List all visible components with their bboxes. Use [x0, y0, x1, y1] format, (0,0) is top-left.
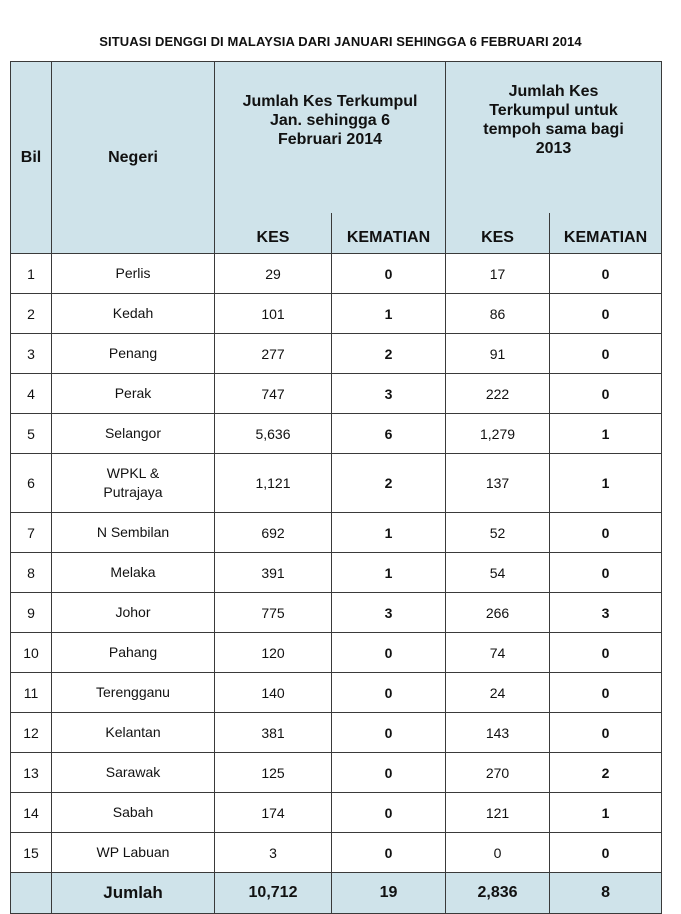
- kes-2014-cell: 775: [215, 593, 332, 633]
- kematian-2013-cell: 0: [550, 673, 662, 713]
- kematian-2014-cell: 6: [332, 414, 446, 454]
- kematian-2013-cell: 2: [550, 753, 662, 793]
- header-row-group: [11, 62, 662, 214]
- kematian-2013-cell: 0: [550, 513, 662, 553]
- bil-cell: 3: [11, 334, 52, 374]
- kematian-2014-cell: 0: [332, 673, 446, 713]
- negeri-cell: Penang: [52, 334, 215, 374]
- header-group-2013-line1: Jumlah Kes: [508, 83, 599, 100]
- bil-cell: 14: [11, 793, 52, 833]
- kematian-2014-cell: 3: [332, 374, 446, 414]
- kes-2014-cell: 174: [215, 793, 332, 833]
- negeri-line2: Putrajaya: [103, 484, 163, 500]
- bil-cell: 15: [11, 833, 52, 873]
- table-row: [11, 833, 662, 873]
- total-kes-2014: 10,712: [215, 873, 332, 914]
- table-row: [11, 673, 662, 713]
- negeri-cell: Perlis: [52, 254, 215, 294]
- negeri-cell: [52, 454, 215, 513]
- kes-2014-cell: 3: [215, 833, 332, 873]
- kematian-2014-cell: 0: [332, 633, 446, 673]
- kematian-2013-cell: 0: [550, 833, 662, 873]
- kes-2013-cell: 266: [446, 593, 550, 633]
- dengue-table: [10, 61, 662, 914]
- kematian-2014-cell: 0: [332, 254, 446, 294]
- kematian-2014-cell: 1: [332, 513, 446, 553]
- kes-2014-cell: 277: [215, 334, 332, 374]
- table-row: [11, 454, 662, 513]
- kematian-2013-cell: 1: [550, 414, 662, 454]
- kematian-2013-cell: 0: [550, 294, 662, 334]
- header-group-2014-line2: Jan. sehingga 6: [269, 112, 391, 129]
- kes-2014-cell: 692: [215, 513, 332, 553]
- header-group-2014-line1: Jumlah Kes Terkumpul: [242, 93, 418, 110]
- kematian-2013-cell: 0: [550, 374, 662, 414]
- table-row: [11, 513, 662, 553]
- kematian-2014-cell: 3: [332, 593, 446, 633]
- kes-2013-cell: 24: [446, 673, 550, 713]
- kes-2013-cell: 54: [446, 553, 550, 593]
- bil-cell: 11: [11, 673, 52, 713]
- bil-cell: 8: [11, 553, 52, 593]
- table-row: [11, 753, 662, 793]
- kes-2014-cell: 125: [215, 753, 332, 793]
- kematian-2013-cell: 0: [550, 713, 662, 753]
- page-title: SITUASI DENGGI DI MALAYSIA DARI JANUARI SEHINGGA 6 FEBRUARI 2014: [99, 34, 582, 49]
- kes-2013-cell: 0: [446, 833, 550, 873]
- total-kematian-2014: 19: [332, 873, 446, 914]
- negeri-cell: Pahang: [52, 633, 215, 673]
- bil-cell: 5: [11, 414, 52, 454]
- kes-2013-cell: 52: [446, 513, 550, 553]
- header-group-2013-line4: 2013: [535, 140, 572, 157]
- kes-2014-cell: 29: [215, 254, 332, 294]
- header-group-2013-line2: Terkumpul untuk: [489, 102, 618, 119]
- kes-2013-cell: 270: [446, 753, 550, 793]
- bil-cell: 13: [11, 753, 52, 793]
- kes-2013-cell: 74: [446, 633, 550, 673]
- kes-2013-cell: 137: [446, 454, 550, 513]
- header-bil: Bil: [11, 62, 52, 254]
- kes-2014-cell: 101: [215, 294, 332, 334]
- kematian-2014-cell: 0: [332, 753, 446, 793]
- total-bil-cell: [11, 873, 52, 914]
- bil-cell: 4: [11, 374, 52, 414]
- table-row: [11, 713, 662, 753]
- table-row: [11, 374, 662, 414]
- kes-2014-cell: 1,121: [215, 454, 332, 513]
- kematian-2014-cell: 0: [332, 833, 446, 873]
- bil-cell: 7: [11, 513, 52, 553]
- table-row: [11, 414, 662, 454]
- kes-2013-cell: 222: [446, 374, 550, 414]
- kes-2014-cell: 747: [215, 374, 332, 414]
- total-row: [11, 873, 662, 914]
- kematian-2014-cell: 1: [332, 294, 446, 334]
- header-kes-2013: KES: [446, 213, 550, 254]
- kematian-2013-cell: 1: [550, 454, 662, 513]
- negeri-cell: Selangor: [52, 414, 215, 454]
- header-negeri: Negeri: [52, 62, 215, 254]
- negeri-cell: Perak: [52, 374, 215, 414]
- table-row: [11, 334, 662, 374]
- negeri-cell: Kedah: [52, 294, 215, 334]
- table-row: [11, 553, 662, 593]
- table-row: [11, 593, 662, 633]
- bil-cell: 2: [11, 294, 52, 334]
- header-group-2014: [215, 62, 446, 214]
- kes-2013-cell: 143: [446, 713, 550, 753]
- negeri-cell: N Sembilan: [52, 513, 215, 553]
- kematian-2014-cell: 0: [332, 793, 446, 833]
- bil-cell: 10: [11, 633, 52, 673]
- header-kematian-2014: KEMATIAN: [332, 213, 446, 254]
- negeri-cell: Sarawak: [52, 753, 215, 793]
- kematian-2013-cell: 1: [550, 793, 662, 833]
- negeri-cell: WP Labuan: [52, 833, 215, 873]
- header-group-2014-line3: Februari 2014: [277, 131, 383, 148]
- kematian-2013-cell: 0: [550, 334, 662, 374]
- kes-2014-cell: 120: [215, 633, 332, 673]
- kes-2013-cell: 121: [446, 793, 550, 833]
- total-label: Jumlah: [52, 873, 215, 914]
- negeri-cell: Terengganu: [52, 673, 215, 713]
- header-group-2013-line3: tempoh sama bagi: [483, 121, 624, 138]
- kematian-2013-cell: 0: [550, 553, 662, 593]
- kes-2013-cell: 86: [446, 294, 550, 334]
- kes-2013-cell: 17: [446, 254, 550, 294]
- table-row: [11, 633, 662, 673]
- kes-2014-cell: 5,636: [215, 414, 332, 454]
- kematian-2013-cell: 0: [550, 633, 662, 673]
- table-row: [11, 294, 662, 334]
- kes-2013-cell: 91: [446, 334, 550, 374]
- negeri-cell: Johor: [52, 593, 215, 633]
- table-row: [11, 254, 662, 294]
- kematian-2014-cell: 1: [332, 553, 446, 593]
- total-kes-2013: 2,836: [446, 873, 550, 914]
- kematian-2014-cell: 2: [332, 334, 446, 374]
- negeri-cell: Sabah: [52, 793, 215, 833]
- bil-cell: 9: [11, 593, 52, 633]
- header-kematian-2013: KEMATIAN: [550, 213, 662, 254]
- kes-2014-cell: 381: [215, 713, 332, 753]
- kematian-2013-cell: 3: [550, 593, 662, 633]
- kes-2014-cell: 391: [215, 553, 332, 593]
- total-kematian-2013: 8: [550, 873, 662, 914]
- table-row: [11, 793, 662, 833]
- negeri-line1: WPKL &: [106, 465, 160, 481]
- bil-cell: 12: [11, 713, 52, 753]
- bil-cell: 1: [11, 254, 52, 294]
- header-kes-2014: KES: [215, 213, 332, 254]
- negeri-cell: Kelantan: [52, 713, 215, 753]
- header-group-2013: [446, 62, 662, 214]
- kematian-2014-cell: 2: [332, 454, 446, 513]
- negeri-cell: Melaka: [52, 553, 215, 593]
- kes-2014-cell: 140: [215, 673, 332, 713]
- kematian-2014-cell: 0: [332, 713, 446, 753]
- bil-cell: 6: [11, 454, 52, 513]
- kematian-2013-cell: 0: [550, 254, 662, 294]
- kes-2013-cell: 1,279: [446, 414, 550, 454]
